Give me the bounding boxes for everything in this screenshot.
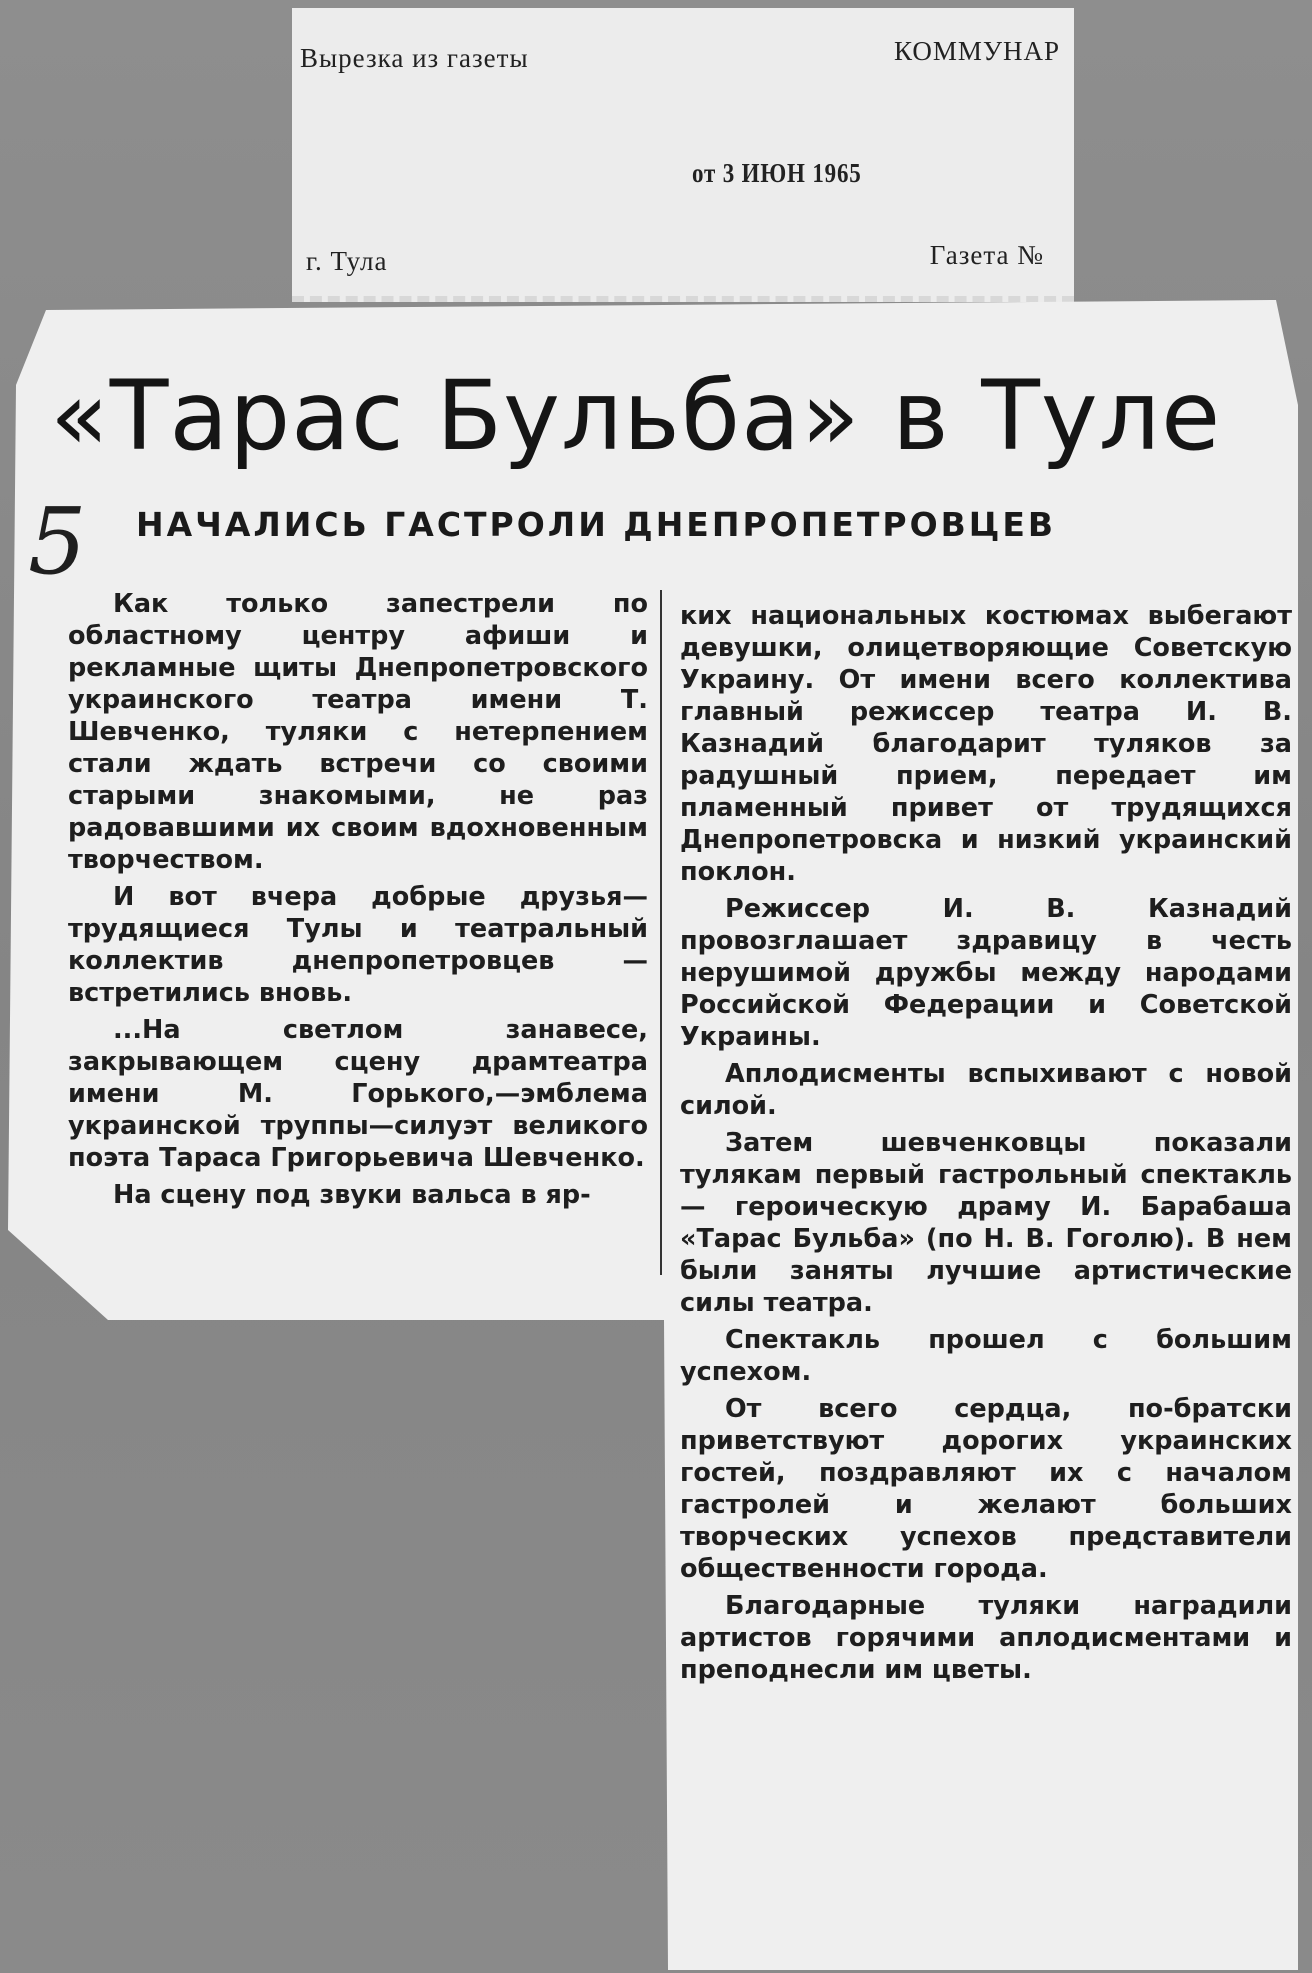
article-subheading: НАЧАЛИСЬ ГАСТРОЛИ ДНЕПРОПЕТРОВЦЕВ xyxy=(136,505,1057,544)
issue-number-caption: Газета № xyxy=(929,240,1044,270)
clipping-source-caption: Вырезка из газеты xyxy=(300,43,529,73)
paragraph: ких национальных костюмах выбегают девушки, олицетворяющие Советскую Украину. От имени всего коллектива главный режиссер театра И. В. Казнадий благодарит туляков за радушный прием, передает им пламенный привет от трудящихся Днепропетровска и низкий украинский поклон. xyxy=(680,601,1292,887)
paragraph: Благодарные туляки наградили артистов горячими аплодисментами и преподнесли им цветы. xyxy=(680,1591,1292,1685)
clipping-label xyxy=(292,8,1074,302)
paragraph: И вот вчера добрые друзья—трудящиеся Тулы и театральный коллектив днепропетровцев — встретились вновь. xyxy=(68,882,648,1008)
left-column xyxy=(68,588,648,1216)
paragraph: Как только запестрели по областному центру афиши и рекламные щиты Днепропетровского украинского театра имени Т. Шевченко, туляки с нетерпением стали ждать встречи со своими старыми знакомыми, не раз радовавшими их своим вдохновенным творчеством. xyxy=(68,589,648,875)
paragraph: На сцену под звуки вальса в яр- xyxy=(113,1180,591,1210)
newspaper-name: КОММУНАР xyxy=(894,36,1060,66)
paragraph: Режиссер И. В. Казнадий провозглашает здравицу в честь нерушимой дружбы между народами Российской Федерации и Советской Украины. xyxy=(680,894,1292,1052)
paragraph: От всего сердца, по-братски приветствуют дорогих украинских гостей, поздравляют их с началом гастролей и желают больших творческих успехов представители общественности города. xyxy=(680,1394,1292,1584)
article-headline: «Тарас Бульба» в Туле xyxy=(50,360,1222,472)
column-divider xyxy=(660,590,662,1275)
date-stamp: от 3 ИЮН 1965 xyxy=(692,158,862,188)
paragraph: Спектакль прошел с большим успехом. xyxy=(680,1325,1292,1387)
paragraph: Аплодисменты вспыхивают с новой силой. xyxy=(680,1059,1292,1121)
handwritten-number: 5 xyxy=(28,488,87,595)
right-column xyxy=(680,600,1292,1691)
city-caption: г. Тула xyxy=(306,246,388,276)
paragraph: ...На светлом занавесе, закрывающем сцену драмтеатра имени М. Горького,—эмблема украинской труппы—силуэт великого поэта Тараса Григорьевича Шевченко. xyxy=(68,1015,648,1173)
paragraph: Затем шевченковцы показали тулякам первый гастрольный спектакль — героическую драму И. Барабаша «Тарас Бульба» (по Н. В. Гоголю). В нем были заняты лучшие артистические силы театра. xyxy=(680,1128,1292,1318)
